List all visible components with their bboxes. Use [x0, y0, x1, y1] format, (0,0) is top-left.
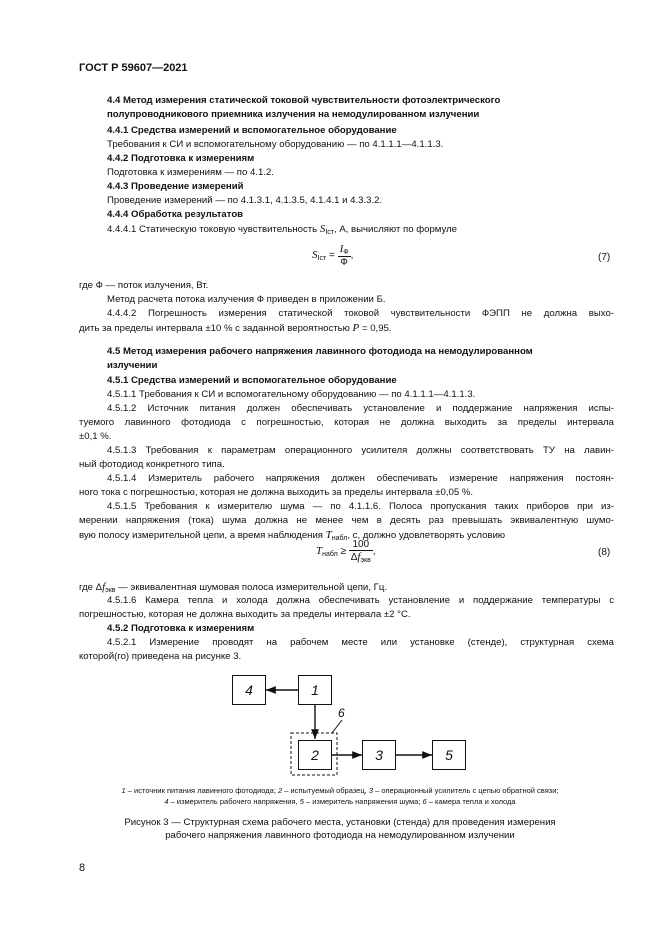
section-4-4-title-line-2: полупроводникового приемника излучения на немодулированном излучении [107, 109, 480, 120]
figure-3-caption-line-2: рабочего напряжения лавинного фотодиода на немодулированном излучении [165, 830, 515, 841]
heading-4-4-3: 4.4.3 Проведение измерений [107, 181, 244, 192]
figure-3-legend-line-2: 4 – измеритель рабочего напряжения, 5 – измеритель напряжения шума; 6 – камера тепла и холода [164, 797, 516, 806]
paragraph-4-5-1-5-line-3: вую полосу измерительной цепи, а время наблюдения $T_{набл}$, с, должно удовлетворять условию [79, 529, 506, 542]
paragraph-4-5-2-1-line-1: 4.5.2.1 Измерение проводят на рабочем месте или установке (стенде), структурная схема [107, 637, 614, 648]
page-number: 8 [79, 862, 86, 874]
formula-8: $T_{набл}$ ≥ $\frac{100}{\Delta f_{экв}}$ , [316, 539, 376, 564]
block-2-sample: 2 [298, 740, 332, 770]
section-4-4-title-line-1: 4.4 Метод измерения статической токовой чувствительности фотоэлектрического [107, 95, 501, 106]
paragraph-4-5-1-3-line-1: 4.5.1.3 Требования к параметрам операционного усилителя должны соответствовать ТУ на лавин- [107, 445, 614, 456]
equation-number-7: (7) [598, 252, 611, 263]
paragraph-4-5-1-6-line-1: 4.5.1.6 Камера тепла и холода должна обеспечивать установление и поддержание температуры с [107, 595, 614, 606]
heading-4-4-2: 4.4.2 Подготовка к измерениям [107, 153, 255, 164]
paragraph-4-5-1-4-line-2: ного тока с погрешностью, которая не должна выходить за пределы интервала ±0,05 %. [79, 487, 474, 498]
paragraph-4-5-1-1: 4.5.1.1 Требования к СИ и вспомогательному оборудованию — по 4.1.1.1—4.1.1.3. [107, 389, 476, 400]
where-delta-f: где $\Delta f_{экв}$ — эквивалентная шумовая полоса измерительной цепи, Гц. [79, 581, 387, 594]
block-1-power-source: 1 [298, 675, 332, 705]
equation-number-8: (8) [598, 547, 611, 558]
paragraph-4-5-1-5-line-2: мерении напряжения (тока) шума должна не менее чем в десять раз превышать эквивалентную шумо- [79, 515, 614, 526]
block-3-amplifier: 3 [362, 740, 396, 770]
paragraph-4-5-2-1-line-2: которой(го) приведена на рисунке 3. [79, 651, 242, 662]
heading-4-4-4: 4.4.4 Обработка результатов [107, 209, 244, 220]
paragraph-4-5-1-3-line-2: ный фотодиод конкретного типа. [79, 459, 225, 470]
paragraph-4-5-1-2-line-3: ±0,1 %. [79, 431, 112, 442]
paragraph-4-5-1-4-line-1: 4.5.1.4 Измеритель рабочего напряжения должен обеспечивать измерение напряжения постоян- [107, 473, 614, 484]
figure-3-caption-line-1: Рисунок 3 — Структурная схема рабочего места, установки (стенда) для проведения измерения [124, 817, 556, 828]
section-4-5-title-line-2: излучении [107, 360, 158, 371]
heading-4-5-2: 4.5.2 Подготовка к измерениям [107, 623, 255, 634]
paragraph-4-5-1-2-line-1: 4.5.1.2 Источник питания должен обеспечивать установление и поддержание напряжения испы- [107, 403, 614, 414]
paragraph-4-4-4-2-line-2: дить за пределы интервала ±10 % с заданной вероятностью P = 0,95. [79, 322, 392, 334]
where-phi: где Ф — поток излучения, Вт. [79, 280, 209, 291]
chamber-6-label: 6 [338, 706, 345, 720]
heading-4-4-1: 4.4.1 Средства измерений и вспомогательное оборудование [107, 125, 397, 136]
paragraph-4-4-1: Требования к СИ и вспомогательному оборудованию — по 4.1.1.1—4.1.1.3. [107, 139, 444, 150]
paragraph-4-5-1-6-line-2: погрешностью, которая не должна выходить за пределы интервала ±2 °С. [79, 609, 411, 620]
section-4-5-title-line-1: 4.5 Метод измерения рабочего напряжения лавинного фотодиода на немодулированном [107, 346, 533, 357]
document-header: ГОСТ Р 59607—2021 [79, 62, 188, 74]
block-4-voltage-meter: 4 [232, 675, 266, 705]
paragraph-4-5-1-2-line-2: туемого лавинного фотодиода с погрешностью, которая не должна выходить за пределы интервала [79, 417, 614, 428]
paragraph-4-4-4-1: 4.4.4.1 Статическую токовую чувствительность $S_{Icт}$, А, вычисляют по формуле [107, 223, 458, 236]
paragraph-method-reference: Метод расчета потока излучения Ф приведен в приложении Б. [107, 294, 386, 305]
paragraph-4-4-2: Подготовка к измерениям — по 4.1.2. [107, 167, 274, 178]
figure-3-legend-line-1: 1 – источник питания лавинного фотодиода; 2 – испытуемый образец, 3 – операционный усилитель с цепью обратной связи; [121, 786, 559, 795]
formula-7: $S_{Icт}$ = $\frac{I_Ф}{Ф}$ , [312, 243, 354, 268]
chamber-6-leader [332, 720, 342, 733]
block-5-noise-meter: 5 [432, 740, 466, 770]
heading-4-5-1: 4.5.1 Средства измерений и вспомогательное оборудование [107, 375, 397, 386]
paragraph-4-4-4-2-line-1: 4.4.4.2 Погрешность измерения статической токовой чувствительности ФЭПП не должна выхо- [107, 308, 614, 319]
paragraph-4-5-1-5-line-1: 4.5.1.5 Требования к измерителю шума — по 4.1.1.6. Полоса пропускания таких приборов при из- [107, 501, 614, 512]
paragraph-4-4-3: Проведение измерений — по 4.1.3.1, 4.1.3.5, 4.1.4.1 и 4.3.3.2. [107, 195, 383, 206]
